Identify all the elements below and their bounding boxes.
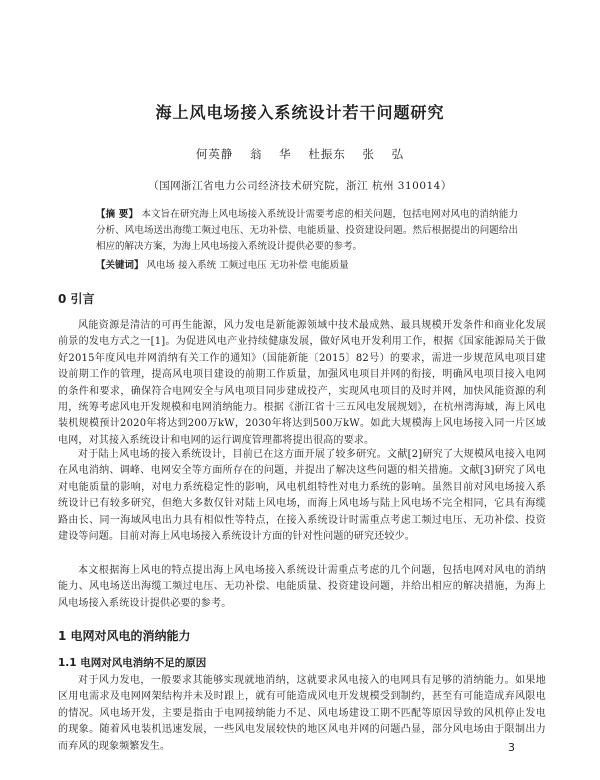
page-number: 3	[508, 741, 515, 754]
paragraph: 本文根据海上风电的特点提出海上风电场接入系统设计需重点考虑的几个问题，包括电网对风电的消纳能力、风电场送出海缆工频过电压、无功补偿、电能质量、投资建设问题，并给出相应的解决措施，为海上风电场接入系统设计提供必要的参考。	[58, 565, 546, 609]
subsection-heading: 1.1 电网对风电消纳不足的原因	[58, 657, 207, 669]
abstract-label: 【摘 要】	[96, 209, 139, 220]
keywords-text: 风电场 接入系统 工频过电压 无功补偿 电能质量	[146, 260, 349, 271]
section-heading-intro: 0 引言	[58, 292, 95, 306]
paragraph: 风能资源是清洁的可再生能源，风力发电是新能源领域中技术最成熟、最具规模开发条件和商业化发展前景的发电方式之一[1]。为促进风电产业持续健康发展，做好风电开发利用工作，根据《国家能源局关于做好2015年度风电并网消纳有关工作的通知》（国能新能〔2015〕82号）的要求，需进一步规范风电项目建设前期工作的管理，提高风电项目建设的前期工作质量，加强风电项目并网的衔接，明确风电项目接入电网的条件和要求，确保符合电网安全与风电项目同步建成投产，实现风电项目的及时并网，加快风能资源的利用，统筹考虑风电开发规模和电网消纳能力。根据《浙江省十三五风电发展规划》，在杭州湾海域，海上风电装机规模预计2020年将达到200万kW，2030年将达到500万kW。如此大规模海上风电场接入同一片区域电网，对其接入系统设计和电网的运行调度管理都将提出很高的要求。	[58, 320, 546, 446]
author-list: 何英静 翁 华 杜振东 张 弘	[195, 147, 405, 161]
paper-title: 海上风电场接入系统设计若干问题研究	[155, 103, 445, 122]
section-heading-consumption: 1 电网对风电的消纳能力	[58, 629, 191, 643]
abstract-text: 本文旨在研究海上风电场接入系统设计需要考虑的相关问题，包括电网对风电的消纳能力分析、风电场送出海缆工频过电压、无功补偿、电能质量、投资建设问题。然后根据提出的问题给出相应的解决方案，为海上风电场接入系统设计提供必要的参考。	[96, 209, 518, 252]
paragraph: 对于陆上风电场的接入系统设计，目前已在这方面开展了较多研究。文献[2]研究了大规模风电接入电网在风电消纳、调峰、电网安全等方面所存在的问题，并提出了解决这些问题的相关措施。文献[3]研究了风电对电能质量的影响，对电力系统稳定性的影响，风电机组特性对电力系统的影响。虽然目前对风电场接入系统设计已有较多研究，但绝大多数仅针对陆上风电场，而海上风电场与陆上风电场不完全相同，它具有海缆路由长、同一海域风电出力具有相似性等特点，在接入系统设计时需重点考虑工频过电压、无功补偿、投资建设等问题。目前对海上风电场接入系统设计方面的针对性问题的研究还较少。	[58, 449, 546, 543]
keywords-label: 【关键词】	[96, 260, 144, 271]
keywords	[96, 258, 518, 274]
affiliation: （国网浙江省电力公司经济技术研究院，浙江 杭州 310014）	[148, 180, 452, 192]
abstract	[96, 207, 518, 255]
paragraph: 对于风力发电，一般要求其能够实现就地消纳，这就要求风电接入的电网具有足够的消纳能力。如果地区用电需求及电网网架结构并未及时跟上，就有可能造成风电开发规模受到制约，甚至有可能造成弃风限电的情况。风电场开发，主要是指由于电网接纳能力不足、风电场建设工期不匹配等原因导致的风机停止发电的现象。随着风电装机迅速发展，一些风电发展较快的地区风电并网的问题凸显，部分风电场由于限制出力而弃风的现象频繁发生。	[58, 675, 546, 752]
